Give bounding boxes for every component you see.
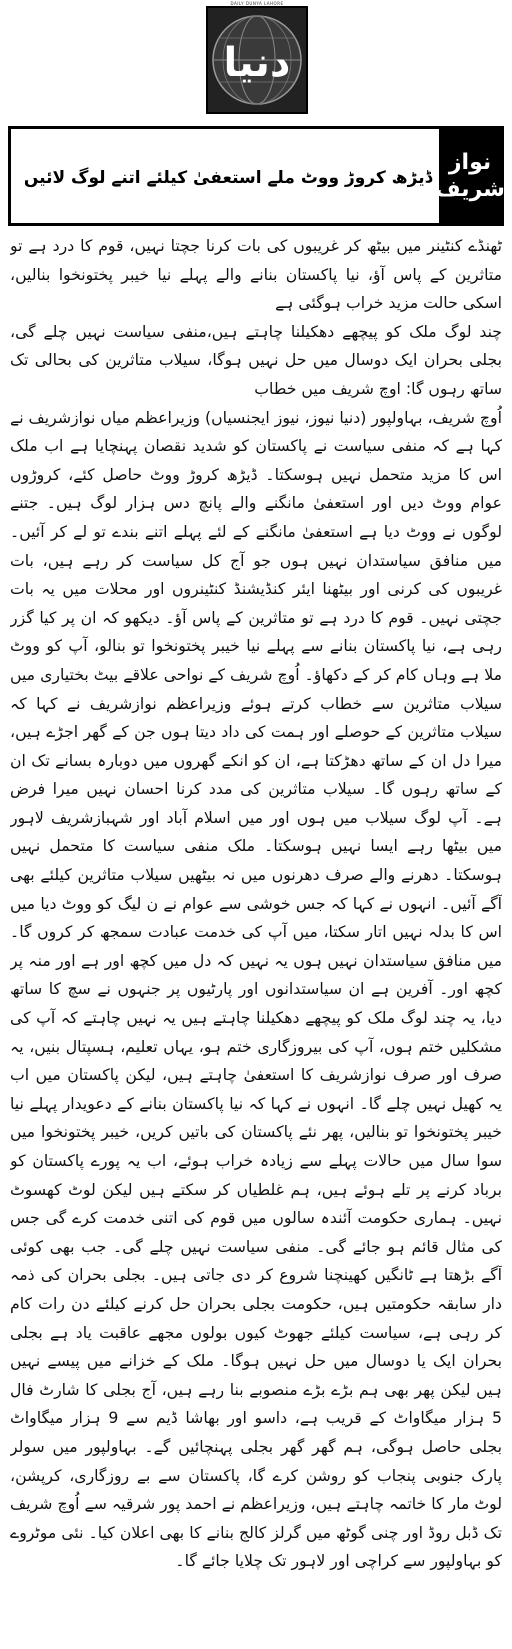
headline-speaker-last: شریف [435,177,505,202]
logo-wordmark: دنیا [223,40,291,86]
masthead [0,0,512,120]
article-body [10,232,502,1644]
headline-box [8,126,504,226]
globe-logo-icon [208,8,306,112]
article-paragraph: اُوچ شریف، بہاولپور (دنیا نیوز، نیوز ایجنسیاں) وزیراعظم میاں نوازشریف نے کہا ہے کہ منفی سیاست نے پاکستان کو شدید نقصان پہنچایا ہے اب ملک اس کا مزید متحمل نہیں ہوسکتا۔ ڈیڑھ کروڑ ووٹ حاصل کئے، کروڑوں عوام ووٹ دیں اور استعفیٰ مانگنے والے پانچ دس ہزار لوگ ہیں۔ جتنے لوگوں نے ووٹ دیا ہے استعفیٰ مانگنے کے لئے پہلے اتنے بندے تو لے کر آئیں۔ میں منافق سیاستدان نہیں ہوں جو آج کل سیاست کر رہے ہیں، بات غریبوں کی کرنی اور بیٹھنا ایئر کنڈیشنڈ کنٹینروں اور محلات میں یہ بات جچتی نہیں۔ قوم کا درد ہے تو متاثرین کے پاس آؤ۔ دیکھو کہ ان پر کیا گزر رہی ہے، نیا پاکستان بنانے سے پہلے نیا خیبر پختونخوا تو بنالو، آپ کو ووٹ ملا ہے وہاں کام کر کے دکھاؤ۔ اُوچ شریف کے نواحی علاقے بیٹ بختیاری میں سیلاب متاثرین سے خطاب کرتے ہوئے وزیراعظم نوازشریف نے کہا کہ سیلاب متاثرین کے حوصلے اور ہمت کی داد دیتا ہوں جن کے گھر اجڑے ہیں، میرا دل ان کے ساتھ دھڑکتا ہے، ان کو انکے گھروں میں دوبارہ بسانے تک ان کے ساتھ رہوں گا۔ سیلاب متاثرین کی مدد کرنا احسان نہیں میرا فرض ہے۔ آپ لوگ سیلاب میں ہوں اور میں اسلام آباد اور شہبازشریف لاہور میں بیٹھا رہے ایسا نہیں ہوسکتا۔ ملک منفی سیاست کا متحمل نہیں ہوسکتا۔ دھرنے والے صرف دھرنوں میں نہ بیٹھیں سیلاب متاثرین کیلئے بھی آگے آئیں۔ انہوں نے کہا کہ جس خوشی سے عوام نے ن لیگ کو ووٹ دیا میں اس کا بدلہ نہیں اتار سکتا، میں آپ کی خدمت عبادت سمجھ کر کروں گا۔ میں منافق سیاستدان نہیں ہوں یہ نہیں کہ دل میں کچھ اور ہے اور منہ پر کچھ اور۔ آفرین ہے ان سیاستدانوں اور پارٹیوں پر جنہوں نے سچ کا ساتھ دیا، یہ چند لوگ ملک کو پیچھے دھکیلنا چاہتے ہیں یہ نہیں چاہتے کہ آپ کی مشکلیں ختم ہوں، آپ کی بیروزگاری ختم ہو، یہاں تعلیم، ہسپتال بنیں، یہ صرف اور صرف نوازشریف کا استعفیٰ چاہتے ہیں، لیکن پاکستان میں اب یہ کھیل نہیں چلے گا۔ انہوں نے کہا کہ نیا پاکستان بنانے کے دعویدار پہلے نیا خیبر پختونخوا تو بنالیں، پھر نئے پاکستان کی باتیں کریں، خیبر پختونخوا میں سوا سال میں حالات پہلے سے زیادہ خراب ہوئے، اب یہ پورے پاکستان کو برباد کرنے پر تلے ہوئے ہیں، ہم غلطیاں کر سکتے ہیں لیکن لوٹ کھسوٹ نہیں۔ ہماری حکومت آئندہ سالوں میں قوم کی اتنی خدمت کرے گی جس کی مثال قائم ہو جائے گی۔ منفی سیاست نہیں چلے گی۔ جب بھی کوئی آگے بڑھتا ہے ٹانگیں کھینچنا شروع کر دی جاتی ہیں۔ بجلی بحران کی ذمہ دار سابقہ حکومتیں ہیں، حکومت بجلی بحران حل کرنے کیلئے دن رات کام کر رہی ہے، سیاست کیلئے جھوٹ کیوں بولوں مجھے عاقبت یاد ہے بجلی بحران ایک یا دوسال میں حل نہیں ہوگا۔ ملک کے خزانے میں پیسے نہیں ہیں لیکن پھر بھی ہم بڑے بڑے منصوبے بنا رہے ہیں، آج بجلی کا شارٹ فال 5 ہزار میگاواٹ کے قریب ہے، داسو اور بھاشا ڈیم سے 9 ہزار میگاواٹ بجلی حاصل ہوگی، ہم گھر گھر بجلی پہنچائیں گے۔ بہاولپور میں سولر پارک جنوبی پنجاب کو روشن کرے گا، پاکستان سے بے روزگاری، کرپشن، لوٹ مار کا خاتمہ چاہتے ہیں، وزیراعظم نے احمد پور شرقیہ سے اُوچ شریف تک ڈبل روڈ اور چنی گوٹھ میں گرلز کالج بنانے کا بھی اعلان کیا۔ نئی موٹروے کو بہاولپور سے کراچی اور لاہور تک چلایا جائے گا۔ [10,407,502,1571]
masthead-date-line: DAILY DUNYA LAHORE [230,1,284,6]
article-paragraph: ٹھنڈے کنٹینر میں بیٹھ کر غریبوں کی بات کرنا جچتا نہیں، قوم کا درد ہے تو متاثرین کے پاس آؤ، نیا پاکستان بنانے والے پہلے نیا خیبر پختونخوا بنالیں، اسکی حالت مزید خراب ہوگئی ہے [10,236,502,313]
article-paragraph: چند لوگ ملک کو پیچھے دھکیلنا چاہتے ہیں،منفی سیاست نہیں چلے گی، بجلی بحران ایک دوسال میں حل نہیں ہوگا، سیلاب متاثرین کی بحالی تک ساتھ رہوں گا: اوچ شریف میں خطاب [10,321,502,398]
headline-speaker-tag [435,129,505,223]
headline-speaker-first: نواز [448,149,492,175]
newspaper-logo [206,6,308,114]
headline-main: ڈیڑھ کروڑ ووٹ ملے استعفیٰ کیلئے اتنے لوگ لائیں [23,167,433,188]
